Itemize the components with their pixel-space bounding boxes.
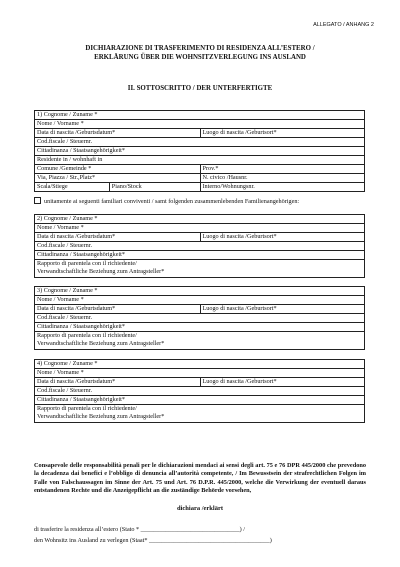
relation-label-german: Verwandtschaftliche Beziehung zum Antragsteller* — [37, 412, 165, 420]
relation-field[interactable] — [35, 332, 365, 350]
citizenship-field[interactable]: Cittadinanza / Staatsangehörigkeit* — [35, 147, 365, 156]
street-field[interactable]: Via, Piazza / Str.,Platz* — [35, 174, 201, 183]
declaration-text: Consapevole delle responsabilità penali per le dichiarazioni mendaci ai sensi degli art. 75 e 76 DPR 445/2000 che prevedono la decadenza dai benefici e l’obbligo di denuncia all’autorità competente, / Im Bewusstsein der strafrechtlichen Folgen im Falle von Falschaussagen im Sinne der Art. 75 und Art. 76 D.P.R. 445/2000, welche die Verwirkung der eventuell daraus entstandenen Rechte und die Anzeigepflicht an die zuständige Behörde vorsehen, — [34, 462, 366, 495]
relation-label-german: Verwandtschaftliche Beziehung zum Antragsteller* — [37, 339, 165, 347]
section-subtitle: II. SOTTOSCRITTO / DER UNTERFERTIGTE — [127, 85, 273, 92]
citizenship-field[interactable]: Cittadinanza / Staatsangehörigkeit* — [35, 251, 365, 260]
surname-field[interactable]: 2) Cognome / Zuname * — [35, 215, 365, 224]
birthplace-field[interactable]: Luogo di nascita /Geburtsort* — [200, 129, 365, 138]
applicant-table — [34, 110, 365, 192]
municipality-field[interactable]: Comune /Gemeinde * — [35, 165, 201, 174]
birthdate-field[interactable]: Data di nascita /Geburtsdatum* — [35, 378, 201, 387]
apartment-field[interactable]: Interno/Wohnungsnr. — [200, 183, 365, 192]
birthdate-field[interactable]: Data di nascita /Geburtsdatum* — [35, 129, 201, 138]
relation-field[interactable] — [35, 405, 365, 423]
declares-heading: dichiara /erklärt — [176, 505, 224, 512]
birthdate-field[interactable]: Data di nascita /Geburtsdatum* — [35, 233, 201, 242]
citizenship-field[interactable]: Cittadinanza / Staatsangehörigkeit* — [35, 323, 365, 332]
annex-label: ALLEGATO / ANHANG 2 — [313, 22, 374, 28]
title-line-italian: DICHIARAZIONE DI TRASFERIMENTO DI RESIDENZA ALL’ESTERO / — [85, 45, 315, 52]
birthplace-field[interactable]: Luogo di nascita /Geburtsort* — [200, 378, 365, 387]
province-field[interactable]: Prov.* — [200, 165, 365, 174]
name-field[interactable]: Nome / Vorname * — [35, 296, 365, 305]
birthplace-field[interactable]: Luogo di nascita /Geburtsort* — [200, 305, 365, 314]
taxcode-field[interactable]: Cod.fiscale / Steuernr. — [35, 387, 365, 396]
family-checkbox[interactable] — [34, 197, 41, 204]
transfer-country-line-italian[interactable]: di trasferire la residenza all’estero (Stato * ________________________________) / — [34, 526, 246, 533]
floor-field[interactable]: Piano/Stock — [109, 183, 200, 192]
name-field[interactable]: Nome / Vorname * — [35, 369, 365, 378]
staircase-field[interactable]: Scala/Stiege — [35, 183, 110, 192]
relation-label-italian: Rapporto di parentela con il richiedente/ — [37, 332, 137, 339]
taxcode-field[interactable]: Cod.fiscale / Steuernr. — [35, 314, 365, 323]
family-member-table — [34, 286, 365, 350]
taxcode-field[interactable]: Cod.fiscale / Steuernr. — [35, 138, 365, 147]
document-title — [30, 44, 370, 62]
name-field[interactable]: Nome / Vorname * — [35, 224, 365, 233]
relation-label-italian: Rapporto di parentela con il richiedente/ — [37, 260, 137, 267]
relation-label-italian: Rapporto di parentela con il richiedente/ — [37, 405, 137, 412]
relation-label-german: Verwandtschaftliche Beziehung zum Antragsteller* — [37, 267, 165, 275]
surname-field[interactable]: 3) Cognome / Zuname * — [35, 287, 365, 296]
transfer-country-line-german[interactable]: den Wohnsitz ins Ausland zu verlegen (Staat* _______________________________________) — [34, 537, 272, 544]
family-notice — [34, 197, 369, 205]
family-member-table — [34, 214, 365, 278]
surname-field[interactable]: 4) Cognome / Zuname * — [35, 360, 365, 369]
citizenship-field[interactable]: Cittadinanza / Staatsangehörigkeit* — [35, 396, 365, 405]
birthplace-field[interactable]: Luogo di nascita /Geburtsort* — [200, 233, 365, 242]
relation-field[interactable] — [35, 260, 365, 278]
family-member-table — [34, 359, 365, 423]
name-field[interactable]: Nome / Vorname * — [35, 120, 365, 129]
surname-field[interactable]: 1) Cognome / Zuname * — [35, 111, 365, 120]
title-line-german: ERKLÄRUNG ÜBER DIE WOHNSITZVERLEGUNG INS AUSLAND — [94, 54, 306, 61]
residence-label: Residente in / wohnhaft in — [35, 156, 365, 165]
birthdate-field[interactable]: Data di nascita /Geburtsdatum* — [35, 305, 201, 314]
taxcode-field[interactable]: Cod.fiscale / Steuernr. — [35, 242, 365, 251]
family-notice-text: unitamente ai seguenti familiari conviventi / samt folgenden zusammenlebenden Familienangehörigen: — [44, 198, 300, 205]
housenumber-field[interactable]: N. civico /Hausnr. — [200, 174, 365, 183]
